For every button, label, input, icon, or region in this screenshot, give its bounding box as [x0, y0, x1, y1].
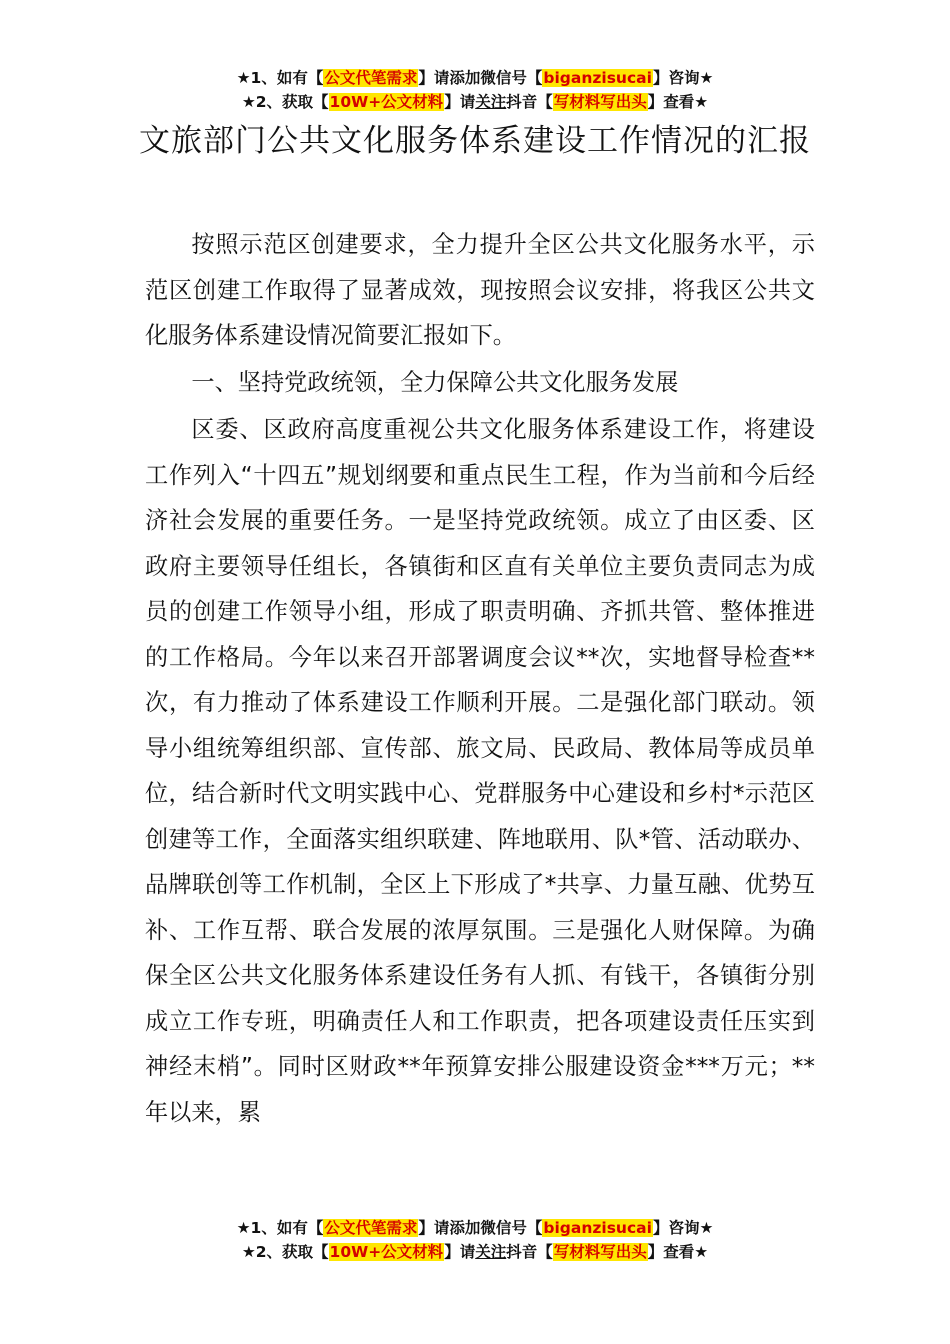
banner-text: 抖音【 [506, 1243, 553, 1261]
banner-text: 】咨询★ [652, 69, 714, 87]
banner-highlight-materials: 10W+公文材料 [329, 93, 444, 111]
banner-text: 】请 [444, 1243, 476, 1261]
banner-text: 】咨询★ [652, 1219, 714, 1237]
banner-text: ★1、如有【 [236, 69, 324, 87]
banner-highlight-service: 公文代笔需求 [324, 69, 418, 87]
banner-highlight-douyin: 写材料写出头 [553, 93, 647, 111]
banner-highlight-douyin: 写材料写出头 [553, 1243, 647, 1261]
banner-text: 】请添加微信号【 [418, 1219, 543, 1237]
banner-line-2 [0, 90, 950, 114]
document-body [145, 222, 815, 1135]
banner-line-2 [0, 1240, 950, 1264]
banner-text: ★2、获取【 [241, 1243, 329, 1261]
banner-highlight-materials: 10W+公文材料 [329, 1243, 444, 1261]
top-banner [0, 66, 950, 114]
banner-highlight-service: 公文代笔需求 [324, 1219, 418, 1237]
banner-text: 抖音【 [506, 93, 553, 111]
banner-text: ★1、如有【 [236, 1219, 324, 1237]
banner-text: 】查看★ [647, 1243, 709, 1261]
banner-highlight-wechat-id: biganzisucai [543, 69, 652, 87]
banner-line-1 [0, 1216, 950, 1240]
banner-highlight-wechat-id: biganzisucai [543, 1219, 652, 1237]
banner-underline-follow: 关注 [475, 93, 507, 111]
banner-text: 】请添加微信号【 [418, 69, 543, 87]
section-1-paragraph: 区委、区政府高度重视公共文化服务体系建设工作，将建设工作列入“十四五”规划纲要和重点民生工程，作为当前和今后经济社会发展的重要任务。一是坚持党政统领。成立了由区委、区政府主要领导任组长，各镇街和区直有关单位主要负责同志为成员的创建工作领导小组，形成了职责明确、齐抓共管、整体推进的工作格局。今年以来召开部署调度会议**次，实地督导检查**次，有力推动了体系建设工作顺利开展。二是强化部门联动。领导小组统筹组织部、宣传部、旅文局、民政局、教体局等成员单位，结合新时代文明实践中心、党群服务中心建设和乡村*示范区创建等工作，全面落实组织联建、阵地联用、队*管、活动联办、品牌联创等工作机制，全区上下形成了*共享、力量互融、优势互补、工作互帮、联合发展的浓厚氛围。三是强化人财保障。为确保全区公共文化服务体系建设任务有人抓、有钱干，各镇街分别成立工作专班，明确责任人和工作职责，把各项建设责任压实到神经末梢”。同时区财政**年预算安排公服建设资金***万元；**年以来，累 [145, 416, 815, 1126]
intro-paragraph: 按照示范区创建要求，全力提升全区公共文化服务水平，示范区创建工作取得了显著成效，现按照会议安排，将我区公共文化服务体系建设情况简要汇报如下。 [145, 231, 815, 349]
section-heading-1: 一、坚持党政统领，全力保障公共文化服务发展 [191, 368, 679, 396]
banner-text: 】查看★ [647, 93, 709, 111]
banner-text: ★2、获取【 [241, 93, 329, 111]
document-title: 文旅部门公共文化服务体系建设工作情况的汇报 [139, 123, 811, 159]
banner-underline-follow: 关注 [475, 1243, 507, 1261]
banner-line-1 [0, 66, 950, 90]
banner-text: 】请 [444, 93, 476, 111]
bottom-banner [0, 1216, 950, 1264]
